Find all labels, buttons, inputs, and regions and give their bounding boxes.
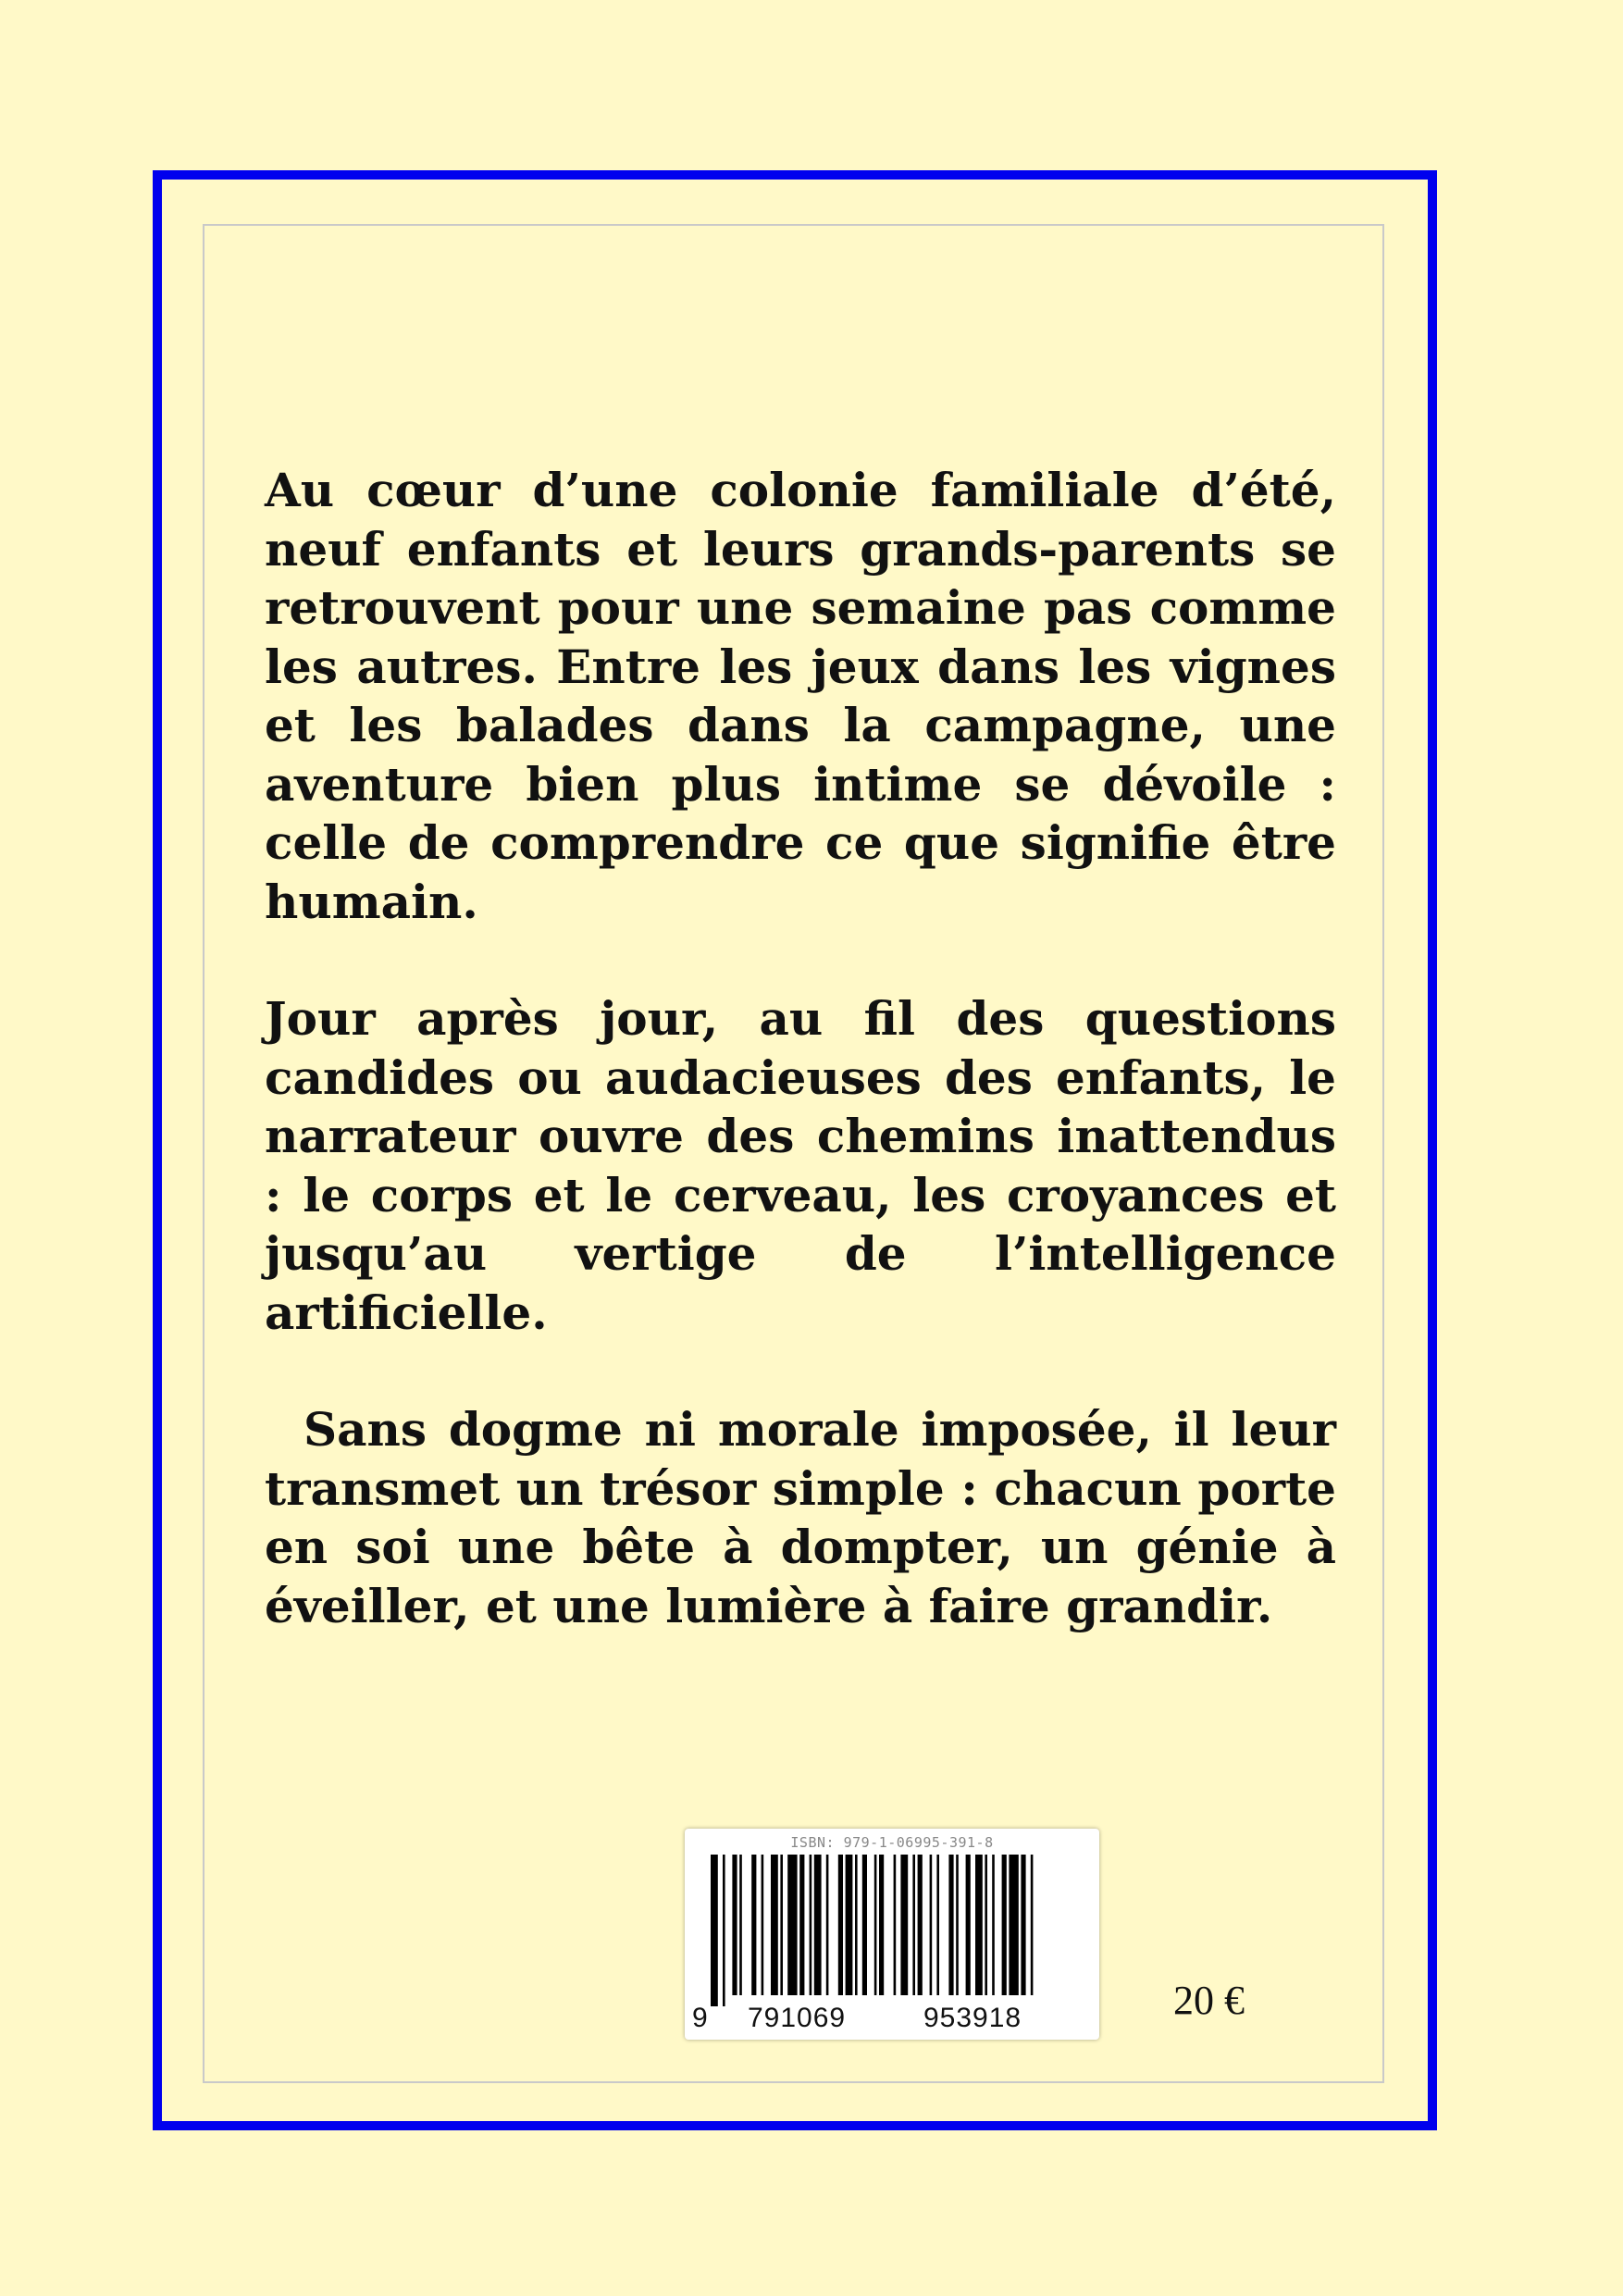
barcode-bar: [762, 1855, 764, 1995]
barcode-bar: [810, 1855, 812, 1995]
barcode-bar: [751, 1855, 756, 1995]
back-cover-text: [265, 461, 1336, 1694]
barcode-bar: [948, 1855, 953, 1995]
barcode-bar: [780, 1855, 783, 1995]
barcode-bar: [814, 1855, 822, 1995]
barcode-bar: [1031, 1855, 1034, 1995]
barcode-bar: [992, 1855, 995, 1995]
barcode-bar: [1002, 1855, 1007, 1995]
barcode-bar: [985, 1855, 987, 1995]
barcode-bar: [838, 1855, 843, 1995]
barcode-bar: [894, 1855, 897, 1995]
price: 20 €: [1173, 1978, 1245, 2023]
barcode-bar: [771, 1855, 778, 1995]
barcode-bar: [912, 1855, 915, 1995]
paragraph-3: Sans dogme ni morale imposée, il leur transmet un trésor simple : chacun porte en soi une bête à dompter, un génie à éveiller, et une lumière à faire grandir.: [265, 1402, 1336, 1633]
isbn-text: ISBN: 979-1-06995-391-8: [790, 1834, 994, 1851]
barcode-digit-first: 9: [692, 2003, 709, 2033]
barcode-bar: [975, 1855, 983, 1995]
barcode-bar: [956, 1855, 959, 1995]
paragraph-2: Jour après jour, au fil des questions candides ou audacieuses des enfants, le narrateur ouvre des chemins inattendus : le corps et le cerveau, les croyances et jusqu’au vertige de l’intelligence artificielle.: [265, 991, 1336, 1340]
barcode-bar: [900, 1855, 908, 1995]
barcode-bar: [739, 1855, 742, 1995]
barcode-bar: [826, 1855, 829, 1995]
barcode-bar: [787, 1855, 797, 1995]
barcode-bar: [846, 1855, 853, 1995]
barcode-bar: [711, 1855, 718, 2006]
barcode-digits-right: 953918: [923, 2003, 1022, 2033]
barcode-bar: [723, 1855, 725, 2006]
barcode-bar: [966, 1855, 971, 1995]
barcode-bar: [918, 1855, 923, 1995]
paragraph-1: Au cœur d’une colonie familiale d’été, neuf enfants et leurs grands-parents se retrouvent pour une semaine pas comme les autres. Entre les jeux dans les vignes et les balades dans la campagne, une aventure bien plus intime se dévoile : celle de comprendre ce que signifie être humain.: [265, 463, 1336, 929]
barcode-bar: [799, 1855, 804, 1995]
barcode-bars: [707, 1855, 1077, 2006]
barcode-digits-left: 791069: [748, 2003, 847, 2033]
barcode-bar: [879, 1855, 884, 1995]
barcode-bar: [862, 1855, 867, 1995]
barcode-bar: [936, 1855, 939, 1995]
barcode-bar: [1009, 1855, 1018, 1995]
isbn-barcode: [685, 1829, 1099, 2040]
barcode-bar: [855, 1855, 858, 1995]
barcode-bar: [732, 1855, 737, 1995]
barcode-bar: [1021, 1855, 1025, 1995]
barcode-bar: [930, 1855, 933, 1995]
barcode-bar: [874, 1855, 877, 1995]
